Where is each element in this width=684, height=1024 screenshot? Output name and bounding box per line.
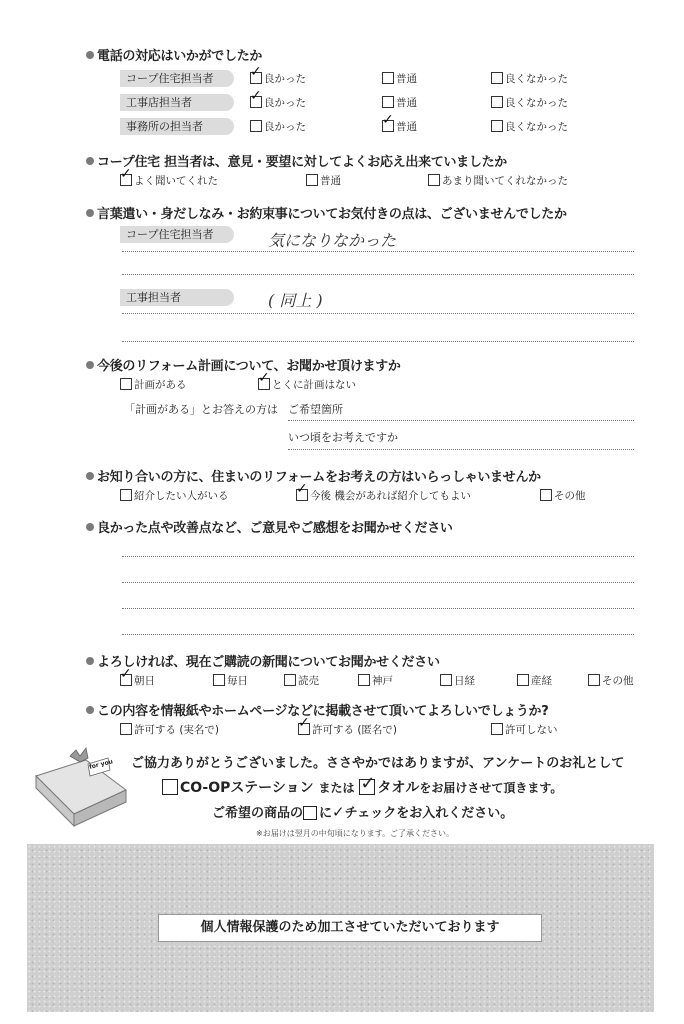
- q3-row1-answer[interactable]: 気になりなかった: [268, 231, 397, 250]
- comment-line[interactable]: [122, 582, 634, 583]
- q1-row3-opt2[interactable]: ✓ 普通: [382, 120, 417, 134]
- q3-row1-label: コープ住宅担当者: [120, 226, 234, 243]
- bullet-icon: [86, 361, 94, 369]
- checkbox-icon[interactable]: [588, 674, 600, 686]
- q3-question: 言葉遣い・身だしなみ・お約束事についてお気付きの点は、ございませんでしたか: [86, 203, 567, 222]
- answer-line[interactable]: [288, 449, 634, 450]
- gift-box-illustration: [30, 742, 130, 834]
- checkbox-icon[interactable]: [491, 96, 503, 108]
- q5-opt2[interactable]: ✓ 今後 機会があれば紹介してもよい: [296, 489, 471, 503]
- q1-row1-opt3[interactable]: 良くなかった: [491, 72, 568, 86]
- checkbox-icon[interactable]: [440, 674, 452, 686]
- checkbox-icon[interactable]: [284, 674, 296, 686]
- gift-line3: ご希望の商品の に✓チェックをお入れください。: [212, 803, 514, 821]
- checkbox-icon[interactable]: [382, 72, 394, 84]
- q4-opt1[interactable]: 計画がある: [120, 378, 187, 392]
- sample-checkbox-icon: [303, 806, 317, 820]
- q8-opt3[interactable]: 許可しない: [491, 723, 558, 737]
- bullet-icon: [86, 706, 94, 714]
- q7-question: よろしければ、現在ご購読の新聞についてお聞かせください: [86, 651, 440, 670]
- q7-opt4[interactable]: 神戸: [358, 674, 393, 688]
- q4-followup-time: いつ頃をお考えですか: [288, 431, 398, 444]
- q5-opt1[interactable]: 紹介したい人がいる: [120, 489, 229, 503]
- coop-station-checkbox[interactable]: [162, 779, 178, 795]
- gift-tag-text: for you: [88, 758, 114, 771]
- checkbox-checked-icon[interactable]: [382, 120, 394, 132]
- q2-opt2[interactable]: 普通: [306, 174, 341, 188]
- checkbox-icon[interactable]: [428, 174, 440, 186]
- bullet-icon: [86, 472, 94, 480]
- answer-line: [122, 274, 634, 275]
- answer-line: [122, 251, 634, 252]
- towel-checkbox[interactable]: [359, 779, 375, 795]
- q7-opt1[interactable]: ✓朝日: [120, 674, 155, 688]
- checkbox-checked-icon[interactable]: [258, 378, 270, 390]
- q3-row2-label: 工事担当者: [120, 289, 234, 306]
- comment-line[interactable]: [122, 556, 634, 557]
- checkbox-checked-icon[interactable]: [250, 96, 262, 108]
- q6-question: 良かった点や改善点など、ご意見やご感想をお聞かせください: [86, 517, 453, 536]
- privacy-label: 個人情報保護のため加工させていただいております: [158, 914, 542, 942]
- q1-question: 電話の対応はいかがでしたか: [86, 45, 262, 64]
- bullet-icon: [86, 523, 94, 531]
- checkbox-checked-icon[interactable]: [250, 72, 262, 84]
- q4-opt2[interactable]: ✓ とくに計画はない: [258, 378, 356, 392]
- q1-row2-opt1[interactable]: ✓ 良かった: [250, 96, 306, 110]
- privacy-redacted-area: [27, 844, 654, 1012]
- checkbox-icon[interactable]: [358, 674, 370, 686]
- q4-followup-intro: 「計画がある」とお答えの方は: [124, 403, 278, 416]
- q5-question: お知り合いの方に、住まいのリフォームをお考えの方はいらっしゃいませんか: [86, 466, 541, 485]
- checkbox-checked-icon[interactable]: [298, 723, 310, 735]
- bullet-icon: [86, 51, 94, 59]
- bullet-icon: [86, 657, 94, 665]
- q1-row3-label: 事務所の担当者: [120, 118, 234, 135]
- checkbox-icon[interactable]: [382, 96, 394, 108]
- q1-row2-opt3[interactable]: 良くなかった: [491, 96, 568, 110]
- gift-note: ※お届けは翌月の中旬頃になります。ご了承ください。: [256, 829, 455, 838]
- checkbox-icon[interactable]: [517, 674, 529, 686]
- q8-opt1[interactable]: 許可する (実名で): [120, 723, 219, 737]
- checkbox-checked-icon[interactable]: [120, 674, 132, 686]
- q2-question: コープ住宅 担当者は、意見・要望に対してよくお応え出来ていましたか: [86, 151, 507, 170]
- checkmark-icon: ✓: [332, 803, 345, 821]
- q1-row2-label: 工事店担当者: [120, 94, 234, 111]
- gift-line1: ご協力ありがとうございました。ささやかではありますが、アンケートのお礼として: [131, 756, 625, 771]
- q3-row2-answer[interactable]: ( 同上 ): [268, 291, 323, 310]
- q2-opt3[interactable]: あまり聞いてくれなかった: [428, 174, 568, 188]
- checkbox-icon[interactable]: [491, 723, 503, 735]
- checkbox-icon[interactable]: [491, 120, 503, 132]
- checkbox-checked-icon[interactable]: [296, 489, 308, 501]
- q7-opt3[interactable]: 読売: [284, 674, 319, 688]
- q1-row1-label: コープ住宅担当者: [120, 70, 234, 87]
- q1-row1-opt1[interactable]: ✓ 良かった: [250, 72, 306, 86]
- checkbox-icon[interactable]: [213, 674, 225, 686]
- checkbox-icon[interactable]: [250, 120, 262, 132]
- checkbox-checked-icon[interactable]: [120, 174, 132, 186]
- q7-opt7[interactable]: その他: [588, 674, 634, 688]
- q7-opt6[interactable]: 産経: [517, 674, 552, 688]
- q5-opt3[interactable]: その他: [540, 489, 586, 503]
- answer-line: [122, 341, 634, 342]
- q1-row2-opt2[interactable]: 普通: [382, 96, 417, 110]
- q4-question: 今後のリフォーム計画について、お聞かせ頂けますか: [86, 355, 401, 374]
- q7-opt2[interactable]: 毎日: [213, 674, 248, 688]
- answer-line[interactable]: [288, 420, 634, 421]
- checkbox-icon[interactable]: [120, 723, 132, 735]
- q8-question: この内容を情報紙やホームページなどに掲載させて頂いてよろしいでしょうか?: [86, 700, 548, 719]
- bullet-icon: [86, 209, 94, 217]
- q1-row3-opt3[interactable]: 良くなかった: [491, 120, 568, 134]
- answer-line: [122, 313, 634, 314]
- q1-row3-opt1[interactable]: 良かった: [250, 120, 306, 134]
- q4-followup-place: ご希望箇所: [288, 403, 343, 416]
- checkbox-icon[interactable]: [306, 174, 318, 186]
- checkbox-icon[interactable]: [120, 489, 132, 501]
- checkbox-icon[interactable]: [120, 378, 132, 390]
- checkbox-icon[interactable]: [491, 72, 503, 84]
- comment-line[interactable]: [122, 634, 634, 635]
- q2-opt1[interactable]: ✓よく聞いてくれた: [120, 174, 218, 188]
- q7-opt5[interactable]: 日経: [440, 674, 475, 688]
- gift-line2: CO-OPステーション または ✓ タオルをお届けさせて頂きます。: [162, 777, 562, 797]
- bullet-icon: [86, 157, 94, 165]
- q8-opt2[interactable]: ✓ 許可する (匿名で): [298, 723, 397, 737]
- checkbox-icon[interactable]: [540, 489, 552, 501]
- gift-box-icon: [30, 742, 130, 834]
- q1-row1-opt2[interactable]: 普通: [382, 72, 417, 86]
- comment-line[interactable]: [122, 608, 634, 609]
